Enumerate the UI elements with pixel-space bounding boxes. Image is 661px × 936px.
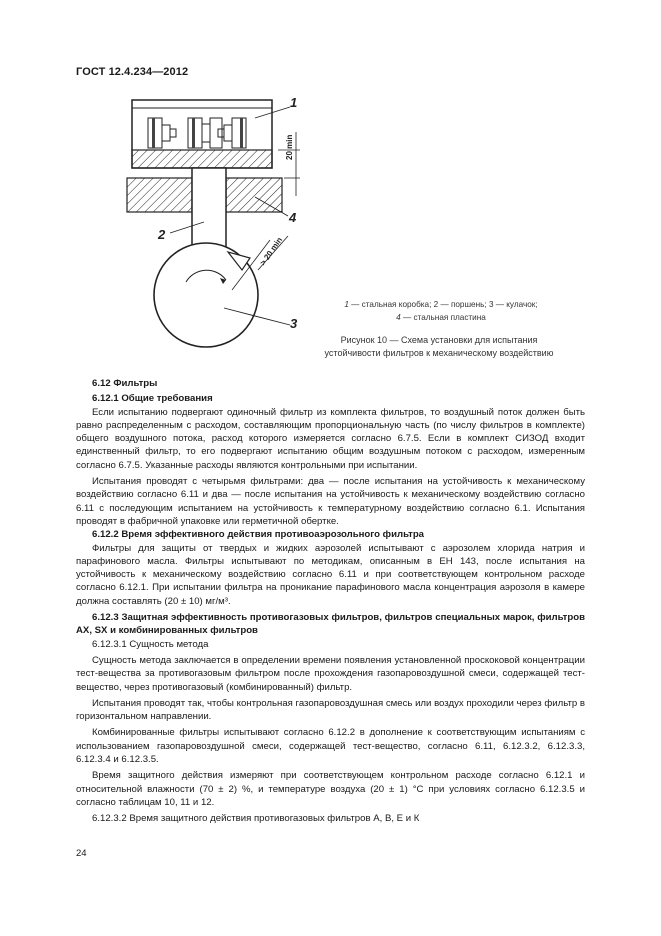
paragraph: Испытания проводят так, чтобы контрольная газопаровоздушная смесь или воздух проходили через фильтр в горизонтальном направлении. [76,697,585,723]
paragraph: Фильтры для защиты от твердых и жидких аэрозолей испытывают с аэрозолем хлорида натрия и парафинового масла. Фильтры испытывают по методикам, описанным в ЕН 143, после испытания на устойчивость к механическому воздействию согласно 6.11 и при соответствующем контрольном расходе согласно 6.12.1. При испытании фильтра на проникание парафинового масла концентрация аэрозоля в камере должна составлять (20 ± 10) мг/м³. [76,542,585,607]
page-number: 24 [76,848,87,859]
document-body [76,377,585,826]
piston [192,168,226,248]
callout-3: 3 [290,316,298,331]
dimension-label-cam-step: > 20 min [258,235,285,268]
caption-line-2: устойчивости фильтров к механическому воздействию [324,348,554,358]
section-6-12-heading: 6.12 Фильтры [92,378,158,389]
paragraph: Если испытанию подвергают одиночный фильтр из комплекта фильтров, то воздушный поток должен быть равно распределенным с расходом, составляющим пропорциональную часть (по числу фильтров в комплекте) общего воздушного потока, расход которого измеряется согласно 6.7.5. Если в комплект СИЗОД входит единственный фильтр, то его подвергают испытанию общим воздушным потоком с расходом, измеренным согласно 6.7.5. Указанные расходы являются контрольными при испытании. [76,406,585,471]
figure-caption [300,334,578,360]
figure-legend [318,298,564,324]
section-6-12-3-2-heading: 6.12.3.2 Время защитного действия противогазовых фильтров А, В, Е и К [92,813,420,825]
section-6-12-3-heading: 6.12.3 Защитная эффективность противогазовых фильтров, фильтров специальных марок, фильтров AX, SX и комбинированных фильтров [76,612,585,637]
cam [154,243,258,347]
caption-line-1: Рисунок 10 — Схема установки для испытания [340,335,538,345]
paragraph: Время защитного действия измеряют при соответствующем контрольном расходе согласно 6.12.1 и относительной влажности (70 ± 2) %, и температуре воздуха (20 ± 1) °С при условиях согласно 6.12.3.5 и согласно таблицам 10, 11 и 12. [76,770,585,808]
steel-box [132,100,272,168]
legend-line-1: — стальная коробка; 2 — поршень; 3 — кулачок; [351,300,538,309]
legend-line-2: — стальная пластина [402,313,486,322]
section-6-12-1-heading: 6.12.1 Общие требования [92,393,213,405]
callout-1: 1 [290,95,298,110]
callout-2: 2 [158,227,166,242]
dimension-label-plate-gap: 20 min [285,134,294,160]
legend-number-4: 4 [396,313,401,322]
callout-4: 4 [289,210,297,225]
paragraph: Комбинированные фильтры испытывают согласно 6.12.2 в дополнение к соответствующим испытаниям с использованием газопаровоздушной смеси, содержащей тест-вещество, согласно 6.11, 6.12.3.2, 6.12.3.3, 6.12.3.4 и 6.12.3.5. [76,727,585,766]
legend-number-1: 1 [344,300,349,309]
paragraph: Испытания проводят с четырьмя фильтрами: два — после испытания на устойчивость к механическому воздействию согласно 6.11 и два — после испытания на устойчивость к механическому воздействию согласно 6.11 с последующим испытанием на устойчивость к температурному воздействию согласно 6.1. Испытания проводят в фабричной упаковке или герметичной обертке. [76,476,585,527]
section-6-12-3-1-heading: 6.12.3.1 Сущность метода [92,638,209,650]
section-6-12-2-heading: 6.12.2 Время эффективного действия противоаэрозольного фильтра [92,529,425,541]
document-header: ГОСТ 12.4.234—2012 [76,66,189,78]
paragraph: Сущность метода заключается в определении времени появления установленной проскоковой концентрации тест-вещества за противогазовым фильтром после прохождения газопаровоздушной смеси, содержащей тест-вещество, через противогазовый (комбинированный) фильтр. [76,654,585,693]
